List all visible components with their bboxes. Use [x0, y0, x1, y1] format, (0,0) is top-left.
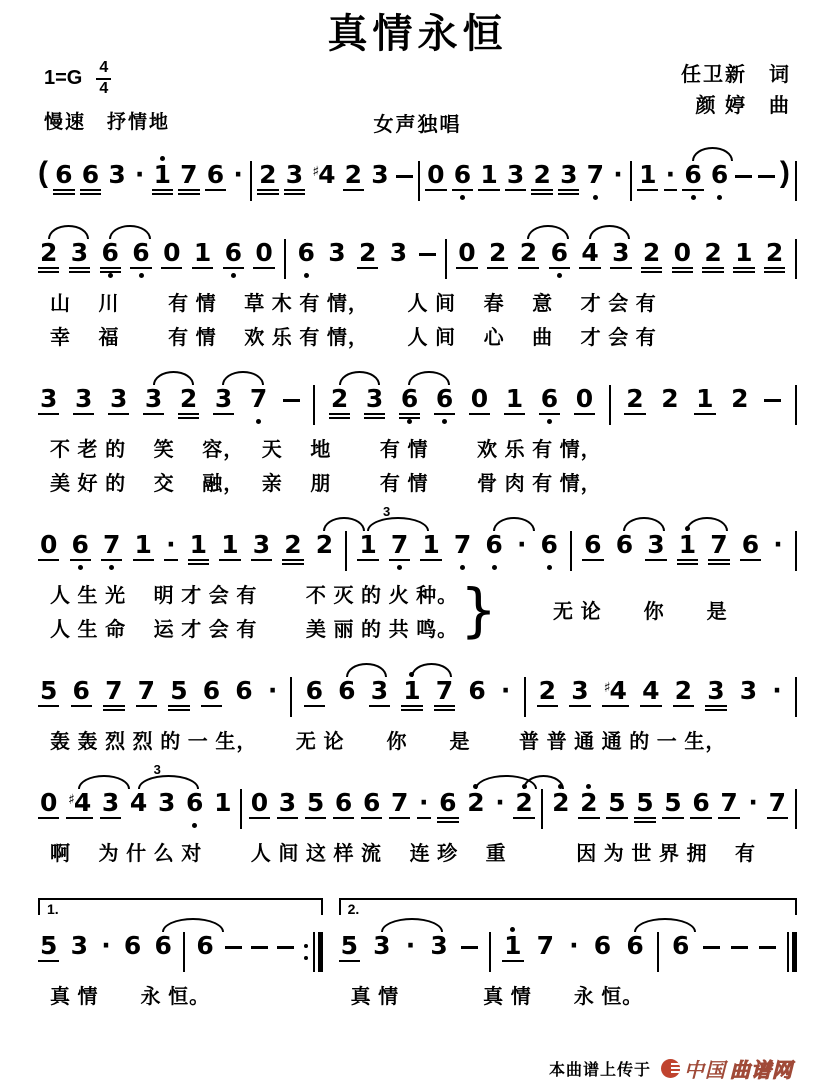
- note: 5: [636, 787, 654, 817]
- dash-note: [225, 946, 242, 949]
- note: 1: [422, 529, 440, 559]
- note: 7: [389, 520, 410, 576]
- note: 2: [259, 159, 277, 189]
- note: 7: [248, 374, 269, 430]
- note: 5: [340, 930, 359, 960]
- note: 6: [295, 228, 316, 284]
- note: 3: [370, 675, 389, 705]
- note: 6: [709, 150, 730, 206]
- octave-dot-low: [717, 195, 722, 200]
- dot-note: ·: [665, 159, 676, 189]
- sheet-music-page: [0, 12, 835, 1089]
- octave-dot-low: [557, 273, 562, 278]
- note: 3: [70, 237, 89, 267]
- note: 3: [213, 374, 234, 430]
- note: 6: [584, 529, 602, 559]
- note: 5: [40, 675, 58, 705]
- note: 1: [214, 787, 232, 817]
- note: 3: [109, 383, 128, 413]
- notation-row: [38, 150, 797, 206]
- note: 2: [329, 374, 350, 430]
- repeat-dots: [304, 932, 308, 972]
- end-repeat-barline: [304, 932, 323, 972]
- note: 0: [470, 383, 489, 413]
- note: 5: [40, 930, 58, 960]
- barline: [630, 161, 632, 201]
- note: 3: [612, 237, 630, 267]
- note: 7: [105, 675, 123, 705]
- note: 1: [134, 529, 152, 559]
- note: 3: [278, 787, 297, 817]
- notation-row: [38, 228, 797, 284]
- octave-dot-low: [78, 565, 83, 570]
- octave-dot-low: [407, 419, 412, 424]
- note: 3: [389, 237, 408, 267]
- barline: [183, 932, 185, 972]
- composer-credit: 颜 婷 曲: [695, 95, 791, 117]
- note: 0: [40, 787, 58, 817]
- volta-bracket: [38, 898, 323, 915]
- note: 0: [673, 237, 692, 267]
- lyric-line: 幸 福 有 情 欢 乐 有 情， 人 间 心 曲 才 会 有: [50, 326, 657, 349]
- notation-row: [38, 503, 797, 576]
- dash-note: [759, 946, 776, 949]
- note: 2: [179, 383, 198, 413]
- barline: [418, 161, 420, 201]
- note: 6: [55, 159, 73, 189]
- dot-note: ·: [516, 529, 527, 559]
- note: 1: [480, 159, 498, 189]
- barline: [657, 932, 659, 972]
- note: 3: [365, 383, 384, 413]
- note: 2: [533, 159, 551, 189]
- parenthesis: (: [38, 155, 48, 189]
- note: 1: [696, 383, 714, 413]
- dot-note: ·: [134, 159, 145, 189]
- note: 2: [513, 778, 534, 834]
- note: 1: [677, 520, 698, 576]
- note: 1 3: [357, 520, 378, 576]
- note: 7: [452, 520, 473, 576]
- barline: [795, 161, 797, 201]
- triplet-number: 3: [153, 761, 161, 777]
- note: 1: [189, 529, 208, 559]
- dot-note: ·: [495, 787, 505, 817]
- barline: [345, 531, 347, 571]
- note: 7: [435, 675, 454, 705]
- note: 7: [180, 159, 198, 189]
- note: 2: [578, 778, 599, 834]
- note: 1: [193, 237, 212, 267]
- triplet-number: 3: [383, 503, 391, 519]
- note: 3: [101, 787, 120, 817]
- barline: [570, 531, 572, 571]
- note: 6: [692, 787, 710, 817]
- dash-note: [735, 175, 752, 178]
- pickup-lyric: 无 论 你 是: [553, 601, 728, 624]
- score-system-verse-2: [38, 374, 797, 498]
- note: 7: [768, 787, 786, 817]
- octave-dot-low: [397, 565, 402, 570]
- note: 6: [223, 228, 244, 284]
- note: 4 3: [128, 778, 149, 834]
- lyric-line: 人 生 命 运 才 会 有 美 丽 的 共 鸣。: [50, 618, 459, 641]
- score-system-verse-1: [38, 228, 797, 352]
- notation-row: [38, 761, 797, 834]
- note: 6: [202, 675, 221, 705]
- barline: [524, 677, 526, 717]
- barline: [609, 385, 611, 425]
- note: 2: [674, 675, 693, 705]
- note: 3: [707, 675, 725, 705]
- lyric-line: 啊 为 什 么 对 人 间 这 样 流 连 珍 重 因 为 世 界 拥 有: [50, 842, 757, 865]
- note: 1: [401, 666, 422, 722]
- score-body: [0, 150, 835, 1011]
- barline: [284, 239, 286, 279]
- note: 3: [143, 374, 164, 430]
- barline: [795, 789, 797, 829]
- barline: [541, 789, 543, 829]
- note: 1: [502, 921, 523, 977]
- note: 6: [468, 675, 486, 705]
- barline: [240, 789, 242, 829]
- lyric-line: 轰 轰 烈 烈 的 一 生， 无 论 你 是 普 普 通 通 的 一 生，: [50, 730, 727, 753]
- note: 2: [765, 237, 784, 267]
- note: 2: [661, 383, 679, 413]
- note: 2: [704, 237, 722, 267]
- note: 4: [579, 228, 600, 284]
- note: 3: [647, 529, 665, 559]
- note: 7: [585, 150, 606, 206]
- lyric-line: 不 老 的 笑 容， 天 地 有 情 欢 乐 有 情，: [50, 438, 602, 461]
- dot-note: ·: [267, 675, 278, 705]
- note: 6: [452, 150, 473, 206]
- sharp-icon: ♯: [312, 163, 320, 180]
- note: 3: [108, 159, 126, 189]
- barline: [313, 385, 315, 425]
- note: 6: [196, 930, 214, 960]
- barline: [290, 677, 292, 717]
- dot-note: ·: [405, 930, 416, 960]
- site-logo-icon: [661, 1059, 680, 1078]
- lyric-line: 山 川 有 情 草 木 有 情， 人 间 春 意 才 会 有: [50, 292, 657, 315]
- dot-note: ·: [748, 787, 758, 817]
- note: 7: [536, 930, 555, 960]
- note: 3: [739, 675, 758, 705]
- barline: [489, 932, 491, 972]
- octave-dot-low: [139, 273, 144, 278]
- note: 2: [489, 237, 507, 267]
- octave-dot-low: [304, 273, 309, 278]
- note: 3: [571, 675, 589, 705]
- time-signature: [96, 60, 111, 98]
- note: 3: [328, 237, 346, 267]
- note: 1: [221, 529, 239, 559]
- note: 6: [624, 921, 645, 977]
- note: 6: [72, 675, 90, 705]
- note: 6: [123, 930, 142, 960]
- note: 7: [137, 675, 156, 705]
- volta-label: 1.: [45, 902, 63, 918]
- octave-dot-low: [231, 273, 236, 278]
- note: 1: [152, 150, 173, 206]
- note: 5: [170, 675, 188, 705]
- lyricist-credit: 任卫新 词: [681, 64, 791, 86]
- sharp-icon: ♯: [603, 679, 611, 696]
- dash-note: [703, 946, 720, 949]
- dot-note: ·: [233, 159, 243, 189]
- ending-1: [38, 898, 323, 1011]
- note: 6: [153, 921, 174, 977]
- note: 6: [362, 787, 381, 817]
- barline: [795, 385, 797, 425]
- note: 1: [735, 237, 753, 267]
- key-signature: 1=G: [44, 67, 83, 90]
- note: 2: [538, 675, 557, 705]
- note: 6: [336, 666, 357, 722]
- parenthesis: ): [779, 155, 790, 189]
- note: 7: [390, 787, 409, 817]
- song-title: 真情永恒: [327, 12, 508, 56]
- site-brand-cn: 中国: [684, 1060, 726, 1082]
- note: 3: [157, 787, 176, 817]
- lyric-line: 人 生 光 明 才 会 有 不 灭 的 火 种。: [50, 584, 459, 607]
- note: 2: [344, 159, 363, 189]
- volta-bracket: [339, 898, 797, 915]
- lyrics-with-repeat-brace: [38, 576, 797, 644]
- note: 0: [427, 159, 445, 189]
- site-brand-rest: 曲谱网: [730, 1060, 793, 1082]
- footer: [549, 1054, 793, 1083]
- notation-row: [38, 921, 323, 977]
- octave-dot-low: [460, 195, 465, 200]
- upload-note: 本曲谱上传于: [548, 1062, 651, 1079]
- note: 2: [465, 778, 486, 834]
- barline: [445, 239, 447, 279]
- credits: [681, 60, 791, 134]
- octave-dot-low: [108, 273, 113, 278]
- barline: [795, 531, 797, 571]
- repeat-brace: }: [460, 575, 498, 644]
- final-barline: [787, 932, 797, 972]
- lyric-line: 真 情 永 恒。: [50, 985, 211, 1008]
- note: ♯4: [312, 159, 336, 189]
- note: 6: [399, 374, 420, 430]
- note: 5: [608, 787, 626, 817]
- octave-dot-low: [256, 419, 261, 424]
- note: 0: [40, 529, 58, 559]
- note: 6: [539, 374, 560, 430]
- ending-2: [339, 898, 797, 1011]
- barline: [795, 239, 797, 279]
- dash-note: [251, 946, 268, 949]
- octave-dot-low: [109, 565, 114, 570]
- octave-dot-low: [593, 195, 598, 200]
- dot-note: ·: [166, 529, 176, 559]
- octave-dot-low: [442, 419, 447, 424]
- barline: [795, 677, 797, 717]
- note: 6: [81, 159, 100, 189]
- note: 7: [720, 787, 738, 817]
- note: 0: [255, 237, 273, 267]
- note: 6: [434, 374, 455, 430]
- note: 6: [235, 675, 253, 705]
- note: 3: [560, 159, 578, 189]
- note: ♯4: [603, 675, 627, 705]
- note: 2: [550, 778, 571, 834]
- note: 6: [539, 520, 560, 576]
- note: 0: [250, 787, 269, 817]
- dot-note: ·: [569, 930, 579, 960]
- notation-row: [38, 374, 797, 430]
- note: 2: [314, 520, 335, 576]
- endings-row: [38, 898, 797, 1011]
- note: 3: [74, 383, 93, 413]
- note: 0: [163, 237, 181, 267]
- dot-note: ·: [613, 159, 623, 189]
- time-signature-numerator: 4: [96, 60, 111, 80]
- note: 4: [642, 675, 660, 705]
- note: 6: [206, 159, 225, 189]
- barline: [250, 161, 252, 201]
- note: 3: [252, 529, 271, 559]
- lyric-line: 真 情 真 情 永 恒。: [350, 985, 644, 1008]
- key-and-tempo: [44, 60, 170, 134]
- notation-row: [38, 666, 797, 722]
- note: 6: [130, 228, 151, 284]
- octave-dot-low: [460, 565, 465, 570]
- notation-row: [339, 921, 797, 977]
- voice-type-label: 女声独唱: [373, 114, 462, 136]
- dash-note: [419, 253, 436, 256]
- dash-note: [758, 175, 775, 178]
- tempo-marking: 慢速 抒情地: [44, 111, 171, 133]
- note: 0: [575, 383, 594, 413]
- note: 6: [549, 228, 570, 284]
- site-brand: [661, 1054, 793, 1083]
- note: 2: [359, 237, 377, 267]
- dash-note: [731, 946, 748, 949]
- note: 3: [371, 921, 392, 977]
- note: 3: [430, 930, 448, 960]
- dot-note: ·: [500, 675, 511, 705]
- note: 2: [731, 383, 749, 413]
- note: 6: [682, 150, 703, 206]
- note: 6: [334, 787, 353, 817]
- dot-note: ·: [772, 675, 782, 705]
- score-system-verse-5: [38, 761, 797, 868]
- sharp-icon: ♯: [68, 791, 75, 808]
- note: 5: [306, 787, 325, 817]
- note: 2: [284, 529, 302, 559]
- dash-note: [764, 399, 781, 402]
- dot-note: ·: [419, 787, 429, 817]
- score-system-verse-4: [38, 666, 797, 756]
- note: 3: [70, 930, 89, 960]
- note: 6: [741, 529, 760, 559]
- note: 6: [305, 675, 324, 705]
- dash-note: [283, 399, 300, 402]
- note: 2: [642, 237, 661, 267]
- octave-dot-low: [192, 823, 197, 828]
- time-signature-denominator: 4: [99, 79, 109, 97]
- score-system-intro: [38, 150, 797, 206]
- note: 6: [70, 520, 91, 576]
- note: 3: [285, 159, 304, 189]
- dash-note: [277, 946, 294, 949]
- note: 7: [710, 529, 728, 559]
- note: 0: [458, 237, 476, 267]
- note: 1: [639, 159, 657, 189]
- dot-note: ·: [773, 529, 783, 559]
- note: 3: [40, 383, 58, 413]
- note: 6: [439, 787, 457, 817]
- octave-dot-low: [547, 419, 552, 424]
- lyric-column: [38, 576, 458, 644]
- note: 3: [371, 159, 389, 189]
- note: ♯4: [66, 778, 93, 834]
- note: 6: [100, 228, 121, 284]
- note: 5: [664, 787, 682, 817]
- dash-note: [396, 175, 413, 178]
- octave-dot-low: [691, 195, 696, 200]
- note: 2: [38, 228, 59, 284]
- note: 2: [518, 228, 539, 284]
- note: 6: [671, 930, 690, 960]
- note: 6: [483, 520, 504, 576]
- note: 6: [184, 778, 205, 834]
- dash-note: [461, 946, 478, 949]
- dot-note: ·: [101, 930, 111, 960]
- note: 1: [505, 383, 524, 413]
- octave-dot-low: [547, 565, 552, 570]
- volta-label: 2.: [346, 902, 364, 918]
- note: 2: [626, 383, 644, 413]
- score-system-verse-3: [38, 503, 797, 644]
- note: 6: [593, 930, 612, 960]
- lyric-line: 美 好 的 交 融， 亲 朋 有 情 骨 肉 有 情，: [50, 472, 602, 495]
- note: 3: [506, 159, 525, 189]
- note: 6: [614, 520, 635, 576]
- octave-dot-low: [492, 565, 497, 570]
- note: 7: [101, 520, 122, 576]
